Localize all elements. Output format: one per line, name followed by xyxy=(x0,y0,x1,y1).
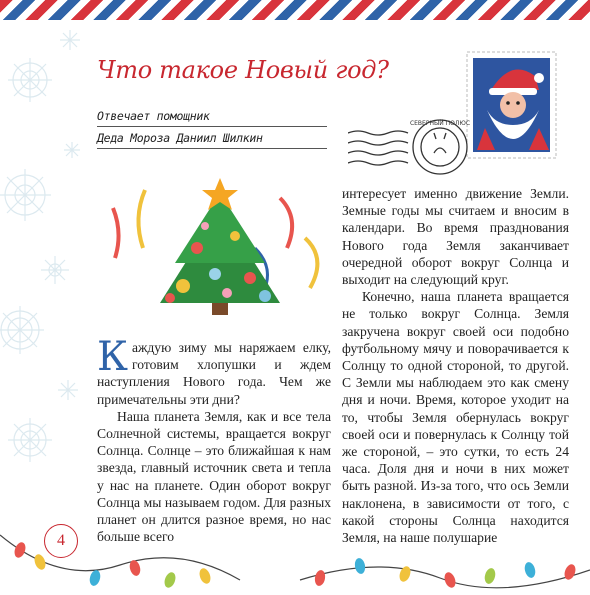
snowflake-pattern xyxy=(0,20,95,540)
paragraph-intro xyxy=(97,334,331,408)
paragraph-intro-text: аждую зиму мы наряжаем елку, готовим хлопушки и ждем наступления Нового года. Чем же примечательны эти дни? xyxy=(97,340,331,407)
paragraph-day-night: Конечно, наша планета вращается не только вокруг Солнца. Земля закручена вокруг своей оси подобно футбольному мячу и поворачивается к Солнцу то одной стороной, то другой. С Земли мы наблюдаем это как смену дня и ночи. Время, которое уходит на то, чтобы Земля обернулась вокруг своей оси и повернулась к Солнцу той же стороной, – это сутки, то есть 24 часа. Доля дня и ночи в них может быть разной. Из-за того, что ось Земли наклонена, в зависимости от того, с какой стороны Солнца находится Земля, на наше полушарие xyxy=(342,289,569,546)
drop-cap: К xyxy=(97,334,128,380)
paragraph-solar-system: Наша планета Земля, как и все тела Солнечной системы, вращается вокруг Солнца. Солнце – это ближайшая к нам звезда, главный источник света и тепла у нас на планете. Один оборот вокруг Солнца мы называем годом. Для разных планет он длится разное время, но нас больше всего xyxy=(97,408,331,545)
page-title: Что такое Новый год? xyxy=(97,56,389,84)
postmark-text: СЕВЕРНЫЙ ПОЛЮС xyxy=(409,120,470,127)
author-underline-2 xyxy=(97,148,327,149)
santa-stamp-illustration xyxy=(465,50,558,160)
author-line-1: Отвечает помощник xyxy=(97,109,210,123)
airmail-border xyxy=(0,0,590,20)
christmas-tree-illustration xyxy=(105,178,340,333)
page-number: 4 xyxy=(44,524,78,558)
text-column-right xyxy=(342,185,569,546)
string-lights-decoration xyxy=(0,500,590,595)
postmark-stamp xyxy=(348,113,470,183)
paragraph-earth-year: интересует именно движение Земли. Земные годы мы считаем и вносим в календари. Во время празднования Нового года Земля заканчивает очередной оборот вокруг Солнца и выходит на следующий круг. xyxy=(342,186,569,288)
author-underline-1 xyxy=(97,126,327,127)
author-line-2: Деда Мороза Даниил Шилкин xyxy=(97,131,263,145)
